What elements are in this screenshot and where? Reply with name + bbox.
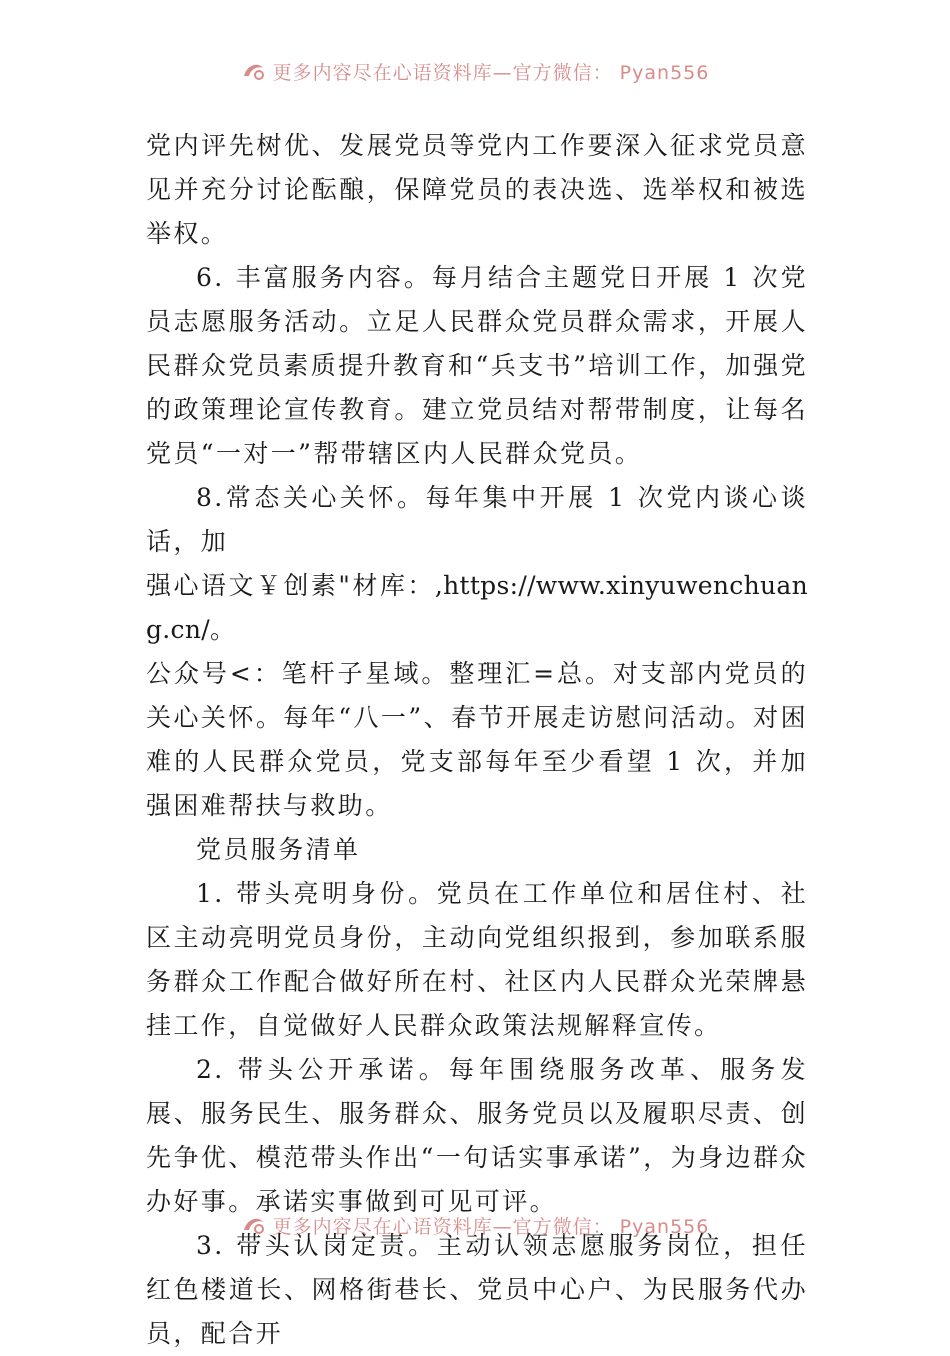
- paragraph-list-item-3: 3. 带头认岗定责。主动认领志愿服务岗位，担任红色楼道长、网格街巷长、党员中心户、为民服务代办员，配合开: [146, 1231, 808, 1348]
- paragraph-url-line: 强心语文￥创素"材库：,https://www.xinyuwenchuang.cn/。: [146, 571, 808, 644]
- brand-logo-icon: [241, 60, 267, 82]
- paragraph-list-item-2: 2. 带头公开承诺。每年围绕服务改革、服务发展、服务民生、服务群众、服务党员以及履职尽责、创先争优、模范带头作出“一句话实事承诺”，为身边群众办好事。承诺实事做到可见可评。: [146, 1055, 808, 1216]
- paragraph-continuation: 党内评先树优、发展党员等党内工作要深入征求党员意见并充分讨论酝酿，保障党员的表决选、选举权和被选举权。: [146, 131, 808, 248]
- footer-banner-text: 更多内容尽在心语资料库—官方微信： Pyan556: [272, 1215, 710, 1238]
- brand-logo-icon: [241, 1214, 267, 1236]
- header-watermark-banner: [0, 56, 950, 86]
- section-heading: 党员服务清单: [196, 835, 361, 864]
- paragraph-item-6: 6. 丰富服务内容。每月结合主题党日开展 1 次党员志愿服务活动。立足人民群众党员群众需求，开展人民群众党员素质提升教育和“兵支书”培训工作，加强党的政策理论宣传教育。建立党员结对帮带制度，让每名党员“一对一”帮带辖区内人民群众党员。: [146, 263, 808, 468]
- paragraph-list-item-1: 1. 带头亮明身份。党员在工作单位和居住村、社区主动亮明党员身份，主动向党组织报到，参加联系服务群众工作配合做好所在村、社区内人民群众光荣牌悬挂工作，自觉做好人民群众政策法规解释宣传。: [146, 879, 808, 1040]
- document-body: [146, 124, 808, 1356]
- footer-watermark-banner: [0, 1210, 950, 1240]
- header-banner-text: 更多内容尽在心语资料库—官方微信： Pyan556: [272, 61, 710, 84]
- paragraph-item-8: 8.常态关心关怀。每年集中开展 1 次党内谈心谈话，加: [146, 483, 808, 556]
- paragraph-continuation-2: 公众号<：笔杆子星域。整理汇=总。对支部内党员的关心关怀。每年“八一”、春节开展走访慰问活动。对困难的人民群众党员，党支部每年至少看望 1 次，并加强困难帮扶与救助。: [146, 659, 808, 820]
